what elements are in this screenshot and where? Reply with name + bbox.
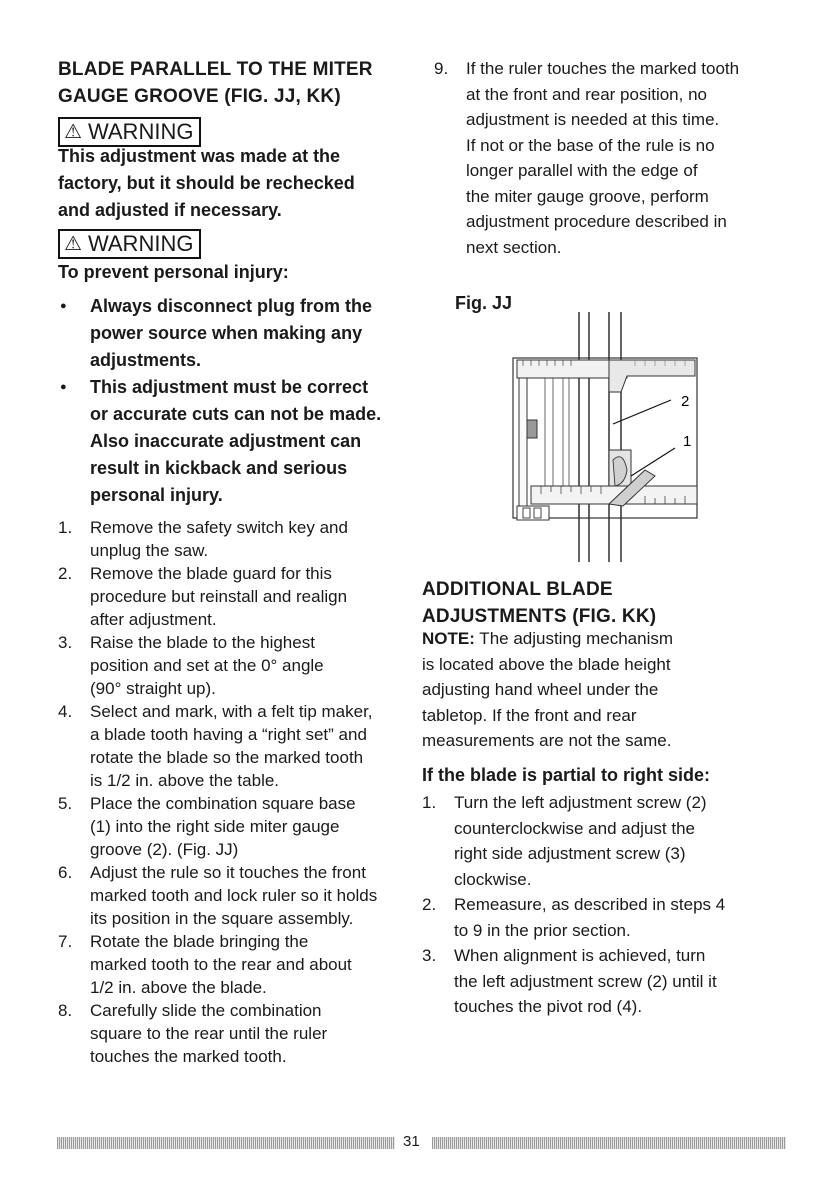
step-item [422,943,822,1020]
step-number: 2. [58,564,73,583]
warning-label-text: WARNING [87,119,194,144]
step-line: the left adjustment screw (2) until it [454,971,717,991]
step-line: Rotate the blade bringing the [90,932,309,951]
step-line: next section. [466,237,562,257]
note-line: tabletop. If the front and rear [422,705,637,725]
step-item [58,930,418,999]
step-number: 2. [422,895,437,914]
step-number: 6. [58,863,73,882]
step-line: the miter gauge groove, perform [466,186,709,206]
step-line: (90° straight up). [90,679,216,698]
step-number: 1. [58,518,73,537]
step-line: If not or the base of the rule is no [466,135,715,155]
step-line: Remove the safety switch key and [90,518,348,537]
warning-1-text [58,143,355,224]
footer-bar-right [432,1137,786,1149]
procedure-step-9 [434,56,814,260]
step-line: (1) into the right side miter gauge [90,817,340,836]
step-line: Remeasure, as described in steps 4 [454,895,726,914]
step-line: Place the combination square base [90,794,356,813]
bullet-line: power source when making any [90,323,363,343]
warning-bullet [58,293,428,374]
step-item [58,631,418,700]
bullet-line: personal injury. [90,485,223,505]
step-line: When alignment is achieved, turn [454,946,706,965]
heading-line: ADDITIONAL BLADE [422,579,613,600]
heading-line: GAUGE GROOVE (FIG. JJ, KK) [58,86,341,107]
step-item [434,56,814,260]
step-line: its position in the square assembly. [90,909,354,928]
heading-line: BLADE PARALLEL TO THE MITER [58,59,373,80]
section-heading-blade-parallel [58,56,373,110]
step-number: 1. [422,793,437,812]
page-number: 31 [403,1133,420,1150]
figure-label: Fig. JJ [455,293,513,313]
step-line: touches the pivot rod (4). [454,997,643,1016]
bullet-line: This adjustment must be correct [90,377,369,397]
page-footer [0,1133,839,1153]
procedure-steps-left [58,516,418,1068]
subheading-partial-right: If the blade is partial to right side: [422,765,711,785]
step-line: Select and mark, with a felt tip maker, [90,702,373,721]
step-line: counterclockwise and adjust the [454,818,695,838]
step-line: Turn the left adjustment screw (2) [454,793,707,812]
note-line: is located above the blade height [422,654,671,674]
step-number: 5. [58,794,73,813]
step-number: 3. [422,946,437,965]
step-number: 4. [58,702,73,721]
figure-jj-diagram [505,300,705,562]
step-item [58,861,418,930]
heading-line: ADJUSTMENTS (FIG. KK) [422,606,657,627]
warning-line: factory, but it should be rechecked [58,173,355,193]
step-line: clockwise. [454,869,532,889]
step-line: position and set at the 0° angle [90,656,324,675]
step-line: procedure but reinstall and realign [90,587,348,606]
step-item [422,790,822,892]
step-line: longer parallel with the edge of [466,161,698,180]
step-line: is 1/2 in. above the table. [90,771,280,790]
step-item [58,792,418,861]
step-line: 1/2 in. above the blade. [90,978,267,997]
note-line: adjusting hand wheel under the [422,680,659,699]
step-line: Remove the blade guard for this [90,564,332,583]
warning-triangle-icon: ⚠ [64,121,82,143]
warning-2-intro: To prevent personal injury: [58,262,289,282]
step-line: after adjustment. [90,610,217,629]
step-line: square to the rear until the ruler [90,1024,328,1043]
step-item [58,562,418,631]
step-line: a blade tooth having a “right set” and [90,725,367,744]
callout-2: 2 [681,393,690,410]
step-item [58,700,418,792]
step-line: marked tooth to the rear and about [90,955,352,974]
warning-2-bullets [58,293,428,509]
step-number: 8. [58,1001,73,1020]
warning-line: and adjusted if necessary. [58,200,282,220]
step-number: 7. [58,932,73,951]
step-line: Adjust the rule so it touches the front [90,863,366,882]
step-line: right side adjustment screw (3) [454,844,686,863]
callout-1: 1 [683,433,692,450]
step-line: rotate the blade so the marked tooth [90,748,364,767]
note-label: NOTE: [422,629,475,648]
warning-label-text: WARNING [87,231,194,256]
step-item [58,516,418,562]
step-line: groove (2). (Fig. JJ) [90,840,239,859]
bullet-line: Always disconnect plug from the [90,296,373,316]
bullet-line: Also inaccurate adjustment can [90,431,362,451]
warning-bullet [58,374,428,509]
procedure-steps-right [422,790,822,1020]
step-line: unplug the saw. [90,541,209,560]
step-number: 9. [434,59,449,78]
warning-line: This adjustment was made at the [58,146,341,166]
step-line: adjustment is needed at this time. [466,110,720,129]
bullet-line: result in kickback and serious [90,458,348,478]
step-line: Carefully slide the combination [90,1001,322,1020]
step-line: If the ruler touches the marked tooth [466,59,740,78]
warning-label-2 [58,229,201,259]
step-item [422,892,822,943]
note-paragraph [422,626,822,754]
footer-bar-left [57,1137,395,1149]
warning-triangle-icon: ⚠ [64,233,82,255]
step-number: 3. [58,633,73,652]
bullet-line: or accurate cuts can not be made. [90,404,382,424]
step-line: to 9 in the prior section. [454,920,631,940]
bullet-line: adjustments. [90,350,202,370]
step-line: adjustment procedure described in [466,212,727,231]
section-heading-additional-adjustments [422,576,656,630]
step-item [58,999,418,1068]
note-line: measurements are not the same. [422,731,672,750]
step-line: touches the marked tooth. [90,1047,287,1066]
step-line: Raise the blade to the highest [90,633,315,652]
step-line: at the front and rear position, no [466,84,707,104]
note-line: The adjusting mechanism [474,629,674,648]
step-line: marked tooth and lock ruler so it holds [90,886,378,905]
